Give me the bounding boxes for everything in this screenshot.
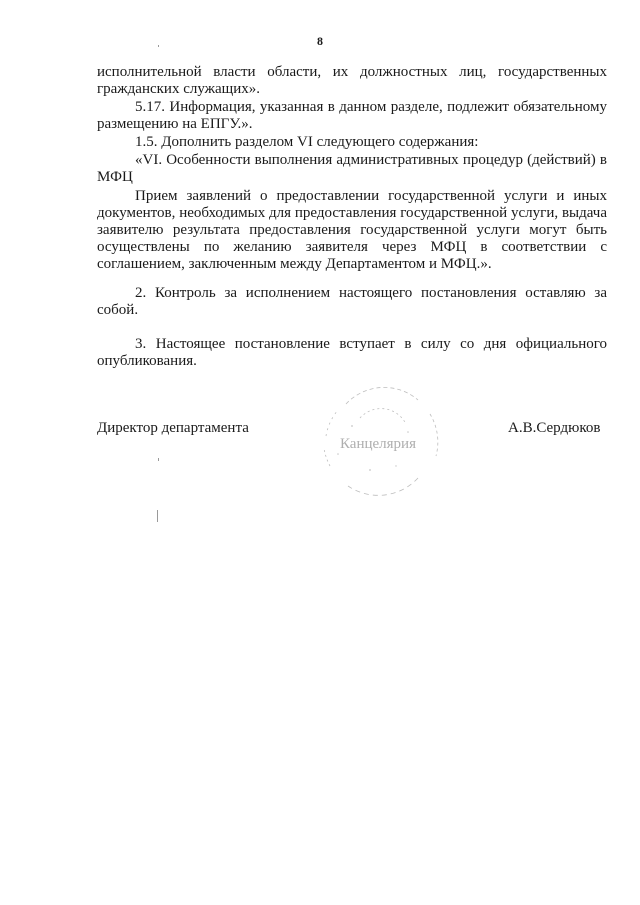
paragraph-5-17: 5.17. Информация, указанная в данном разделе, подлежит обязательному размещению на ЕПГУ.». <box>97 99 607 132</box>
paragraph-effective: 3. Настоящее постановление вступает в силу со дня официального опубликования. <box>97 336 607 369</box>
paragraph-continuation: исполнительной власти области, их должностных лиц, государственных гражданских служащих». <box>97 64 607 97</box>
office-stamp <box>308 374 448 504</box>
stamp-text: Канцелярия <box>340 436 416 452</box>
section-heading-vi: «VI. Особенности выполнения административных процедур (действий) в МФЦ <box>97 152 607 185</box>
scan-speck <box>158 45 159 47</box>
paragraph-1-5: 1.5. Дополнить разделом VI следующего содержания: <box>135 134 479 150</box>
scan-speck <box>157 510 158 522</box>
paragraph-mfc-reception: Прием заявлений о предоставлении государственной услуги и иных документов, необходимых для предоставления государственной услуги, выдача заявителю результата предоставления государственной услуги могут быть осуществлены по желанию заявителя через МФЦ в соответствии с соглашением, заключенным между Департаментом и МФЦ.». <box>97 188 607 272</box>
paragraph-control: 2. Контроль за исполнением настоящего постановления оставляю за собой. <box>97 285 607 318</box>
scan-speck <box>158 458 159 461</box>
page-number: 8 <box>317 34 323 48</box>
signature-name: А.В.Сердюков <box>508 420 601 436</box>
signature-title: Директор департамента <box>97 420 249 436</box>
